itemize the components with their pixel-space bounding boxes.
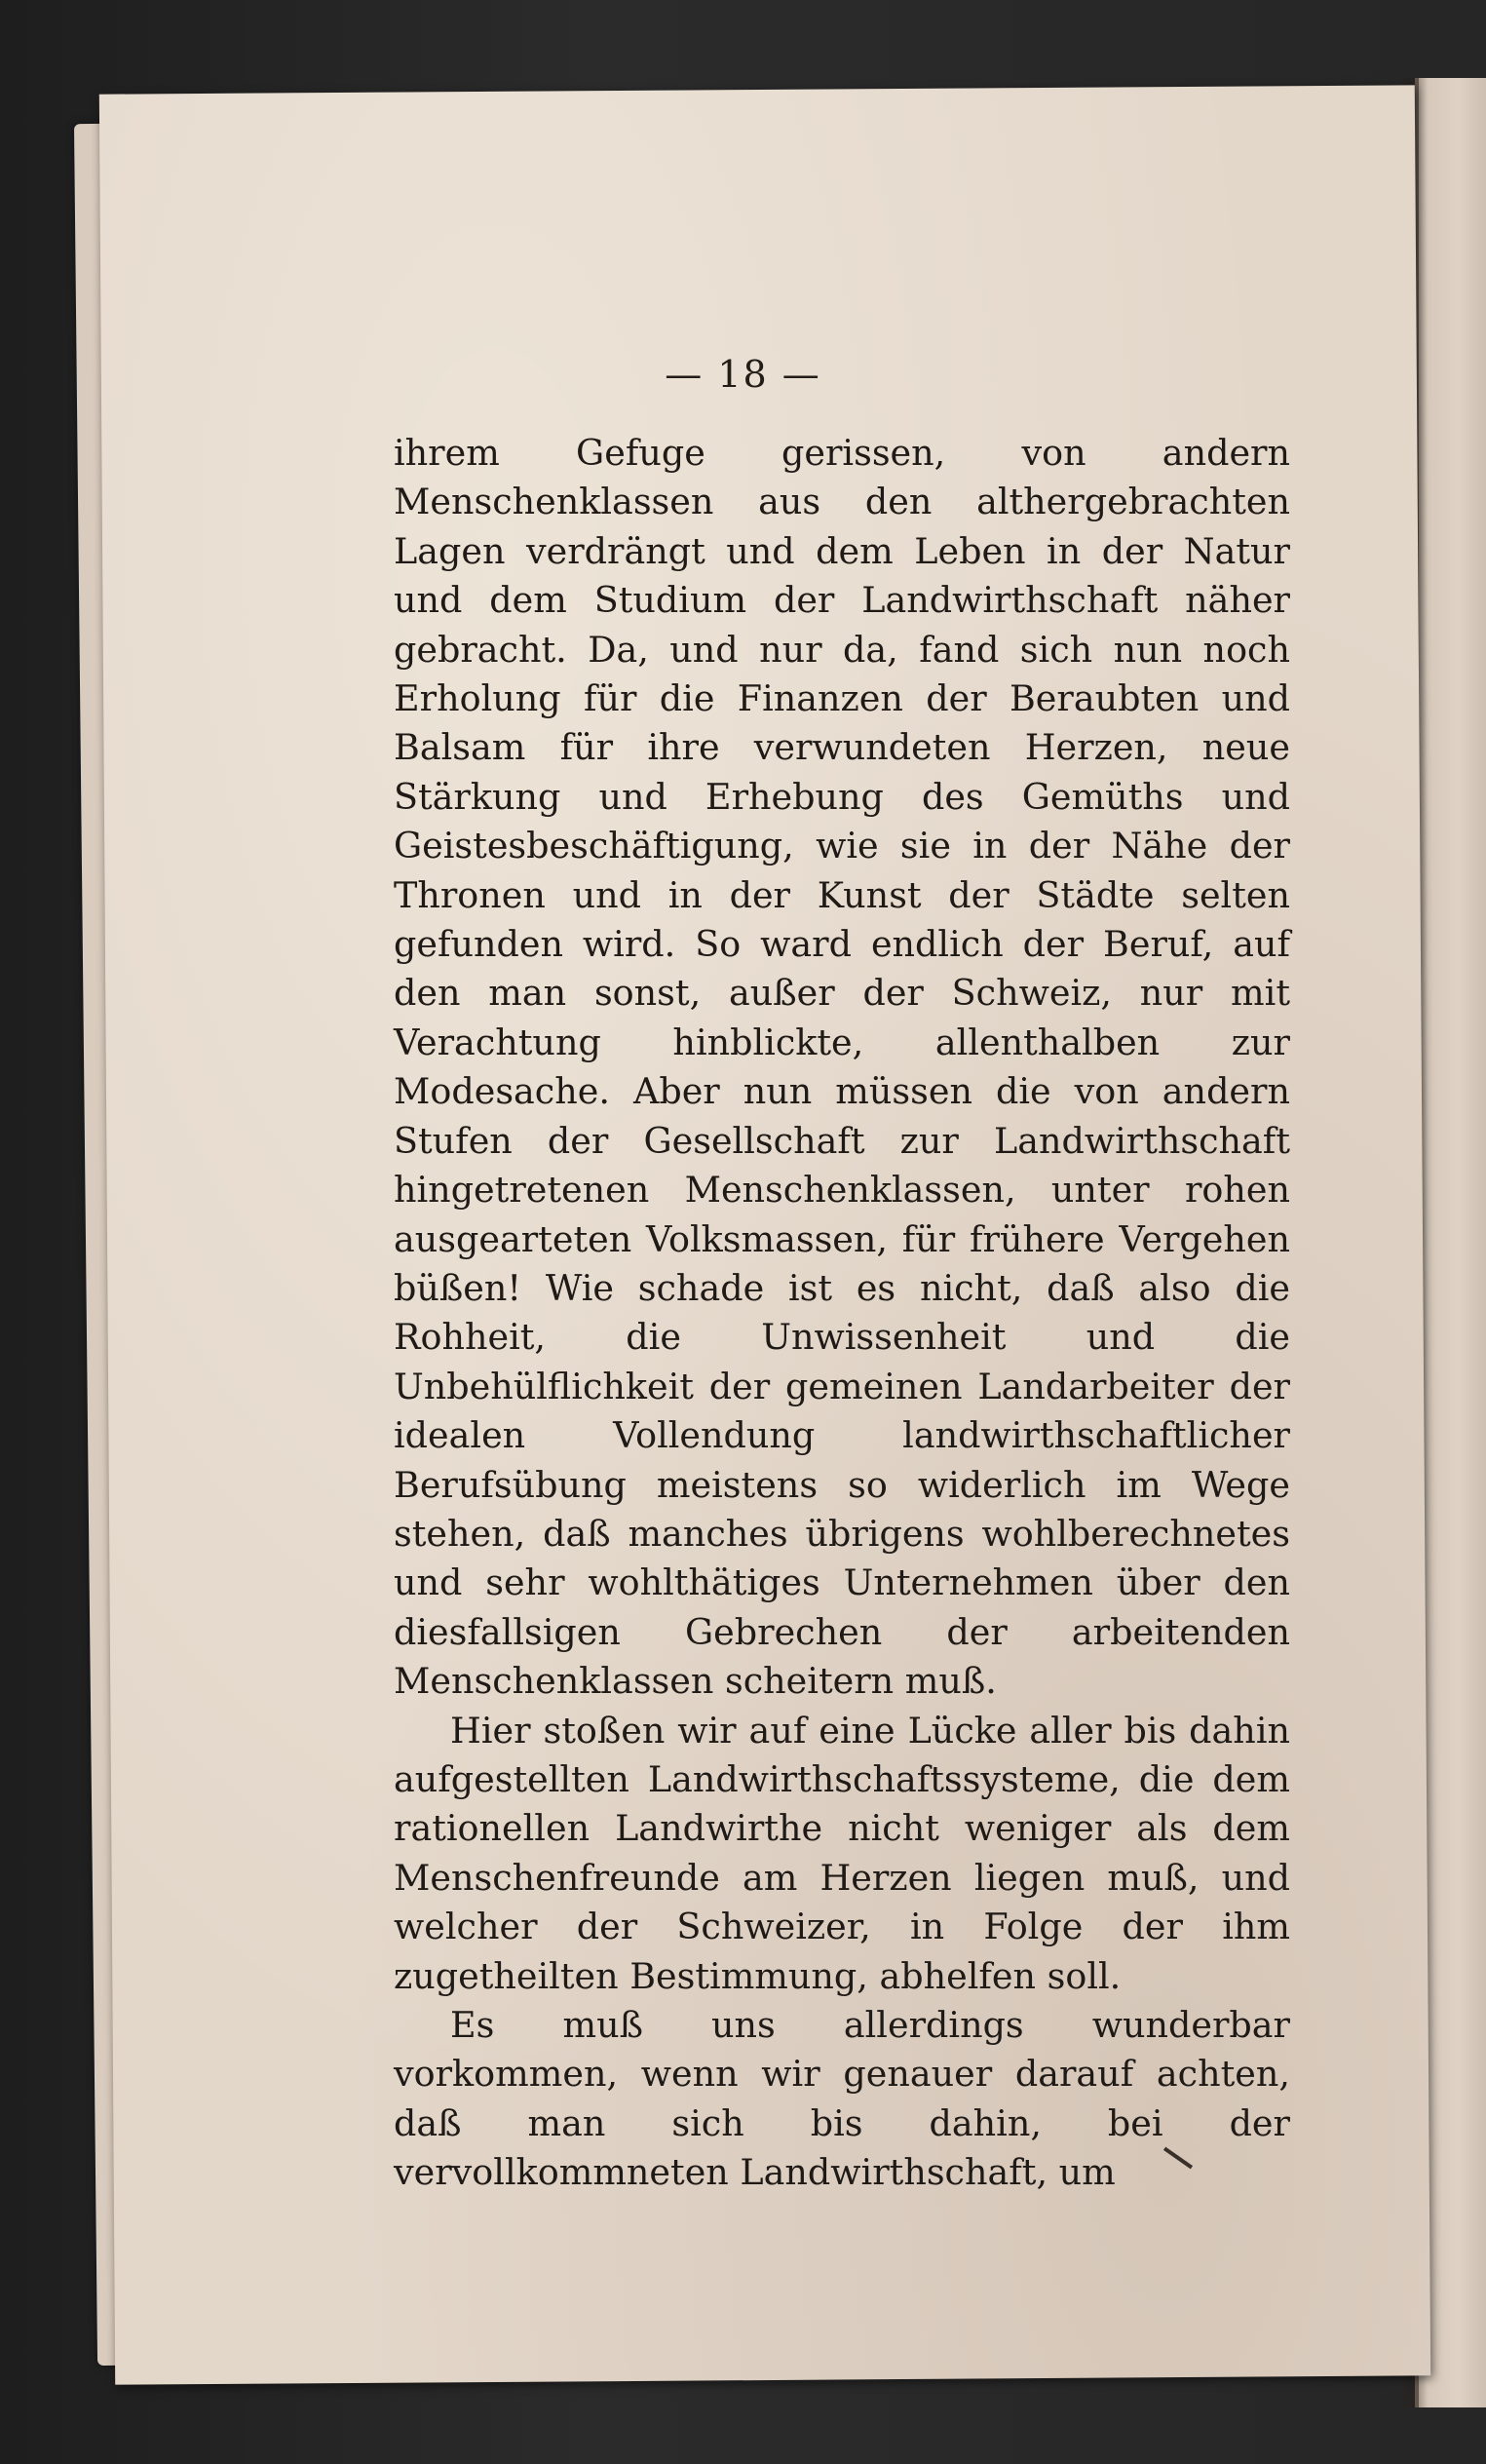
paragraph-3: Es muß uns allerdings wunderbar vorkommen, wenn wir genauer darauf achten, daß man sich bis dahin, bei der vervollkommneten Landwirthschaft, um	[394, 2004, 1290, 2194]
paragraph-1: ihrem Gefuge gerissen, von andern Menschenklassen aus den althergebrachten Lagen verdrängt und dem Leben in der Natur und dem Studium der Landwirthschaft näher gebracht. Da, und nur da, fand sich nun noch Erholung für die Finanzen der Beraubten und Balsam für ihre verwundeten Herzen, neue Stärkung und Erhebung des Gemüths und Geistesbeschäftigung, wie sie in der Nähe der Thronen und in der Kunst der Städte selten gefunden wird. So ward endlich der Beruf, auf den man sonst, außer der Schweiz, nur mit Verachtung hinblickte, allenthalben zur Modesache. Aber nun müssen die von andern Stufen der Gesellschaft zur Landwirthschaft hingetretenen Menschenklassen, unter rohen ausgearteten Volksmassen, für frühere Vergehen büßen! Wie schade ist es nicht, daß also die Rohheit, die Unwissenheit und die Unbehülflichkeit der gemeinen Landarbeiter der idealen Vollendung landwirthschaftlicher Berufsübung meistens so widerlich im Wege stehen, daß manches übrigens wohlberechnetes und sehr wohlthätiges Unternehmen über den diesfallsigen Gebrechen der arbeitenden Menschenklassen scheitern muß.	[394, 432, 1290, 1703]
page-number: — 18 —	[665, 353, 821, 396]
paragraph-2: Hier stoßen wir auf eine Lücke aller bis dahin aufgestellten Landwirthschaftssysteme, die dem rationellen Landwirthe nicht weniger als dem Menschenfreunde am Herzen liegen muß, und welcher der Schweizer, in Folge der ihm zugetheilten Bestimmung, abhelfen soll.	[394, 1709, 1290, 1997]
body-text	[394, 429, 1290, 2198]
